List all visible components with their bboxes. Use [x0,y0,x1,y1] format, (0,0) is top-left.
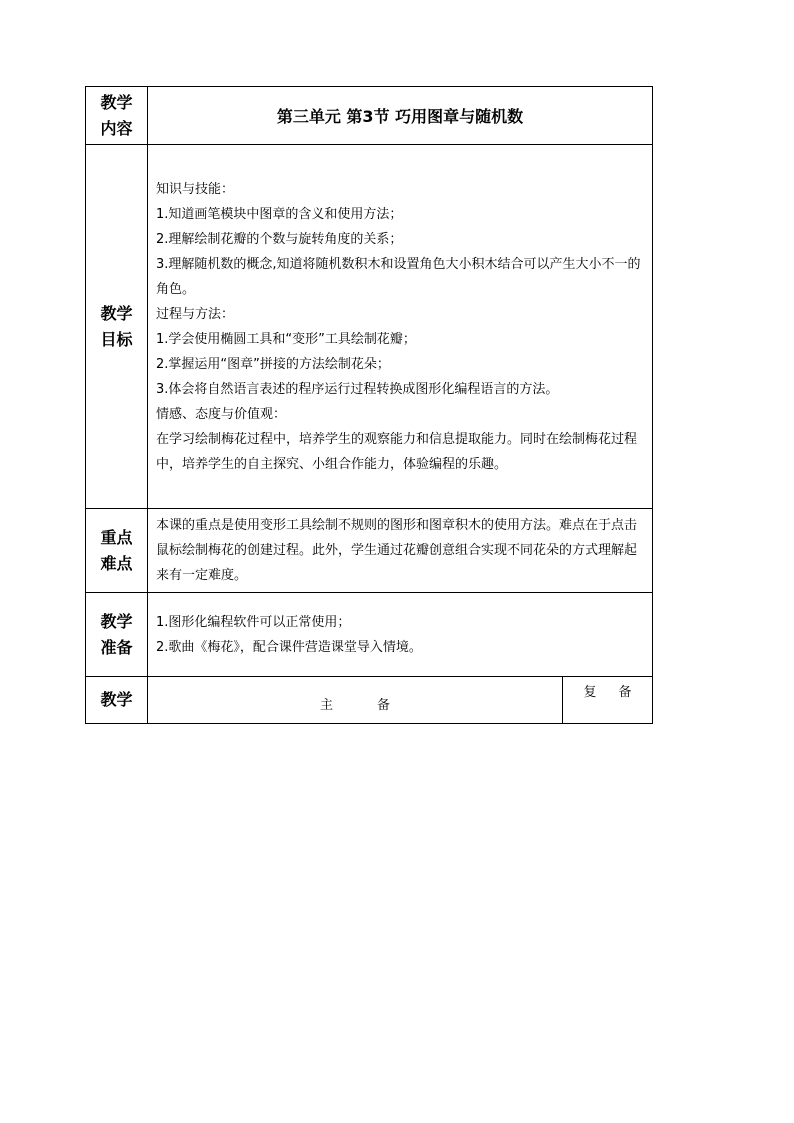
objectives-label-line1: 教学 [100,303,133,323]
content-label-line2: 内容 [100,118,133,138]
keypoints-row [86,509,653,593]
content-label-cell [86,87,148,145]
objective-line: 3.体会将自然语言表述的程序运行过程转换成图形化编程语言的方法。 [156,381,559,397]
keypoints-label-line2: 难点 [100,553,133,573]
process-row [86,677,653,724]
keypoints-label-cell [86,509,148,593]
main-prep-char2: 备 [377,698,391,713]
objective-line: 1.学会使用椭圆工具和“变形”工具绘制花瓣； [156,331,416,347]
objective-line: 在学习绘制梅花过程中，培养学生的观察能力和信息提取能力。同时在绘制梅花过程中，培养学生的自主探究、小组合作能力，体验编程的乐趣。 [156,431,638,472]
content-row [86,87,653,145]
preparation-line: 2.歌曲《梅花》，配合课件营造课堂导入情境。 [156,639,422,655]
preparation-label-line1: 教学 [100,611,133,631]
objectives-row [86,145,653,509]
main-prep-header [148,677,563,724]
objective-line: 情感、态度与价值观： [156,406,287,422]
objective-line: 2.掌握运用“图章”拼接的方法绘制花朵； [156,356,390,372]
preparation-label-line2: 准备 [100,637,133,657]
objectives-text-cell [148,145,653,509]
content-label-line1: 教学 [100,92,133,112]
objective-line: 过程与方法： [156,306,235,322]
objective-line: 知识与技能： [156,181,235,197]
keypoints-text: 本课的重点是使用变形工具绘制不规则的图形和图章积木的使用方法。难点在于点击鼠标绘制梅花的创建过程。此外，学生通过花瓣创意组合实现不同花朵的方式理解起来有一定难度。 [148,509,653,593]
lesson-plan-table [85,86,653,724]
review-char2: 备 [618,685,632,700]
review-char1: 复 [583,685,597,700]
process-label: 教学 [86,677,148,724]
preparation-text-cell [148,593,653,677]
objective-line: 3.理解随机数的概念,知道将随机数积木和设置角色大小积木结合可以产生大小不一的角色。 [156,256,641,297]
preparation-row [86,593,653,677]
preparation-line: 1.图形化编程软件可以正常使用； [156,614,351,630]
review-header [563,677,653,724]
objectives-label-cell [86,145,148,509]
lesson-title: 第三单元 第3节 巧用图章与随机数 [148,87,653,145]
keypoints-label-line1: 重点 [100,527,133,547]
objective-line: 1.知道画笔模块中图章的含义和使用方法； [156,206,403,222]
objectives-label-line2: 目标 [100,329,133,349]
preparation-label-cell [86,593,148,677]
objective-line: 2.理解绘制花瓣的个数与旋转角度的关系； [156,231,403,247]
main-prep-char1: 主 [319,698,333,713]
